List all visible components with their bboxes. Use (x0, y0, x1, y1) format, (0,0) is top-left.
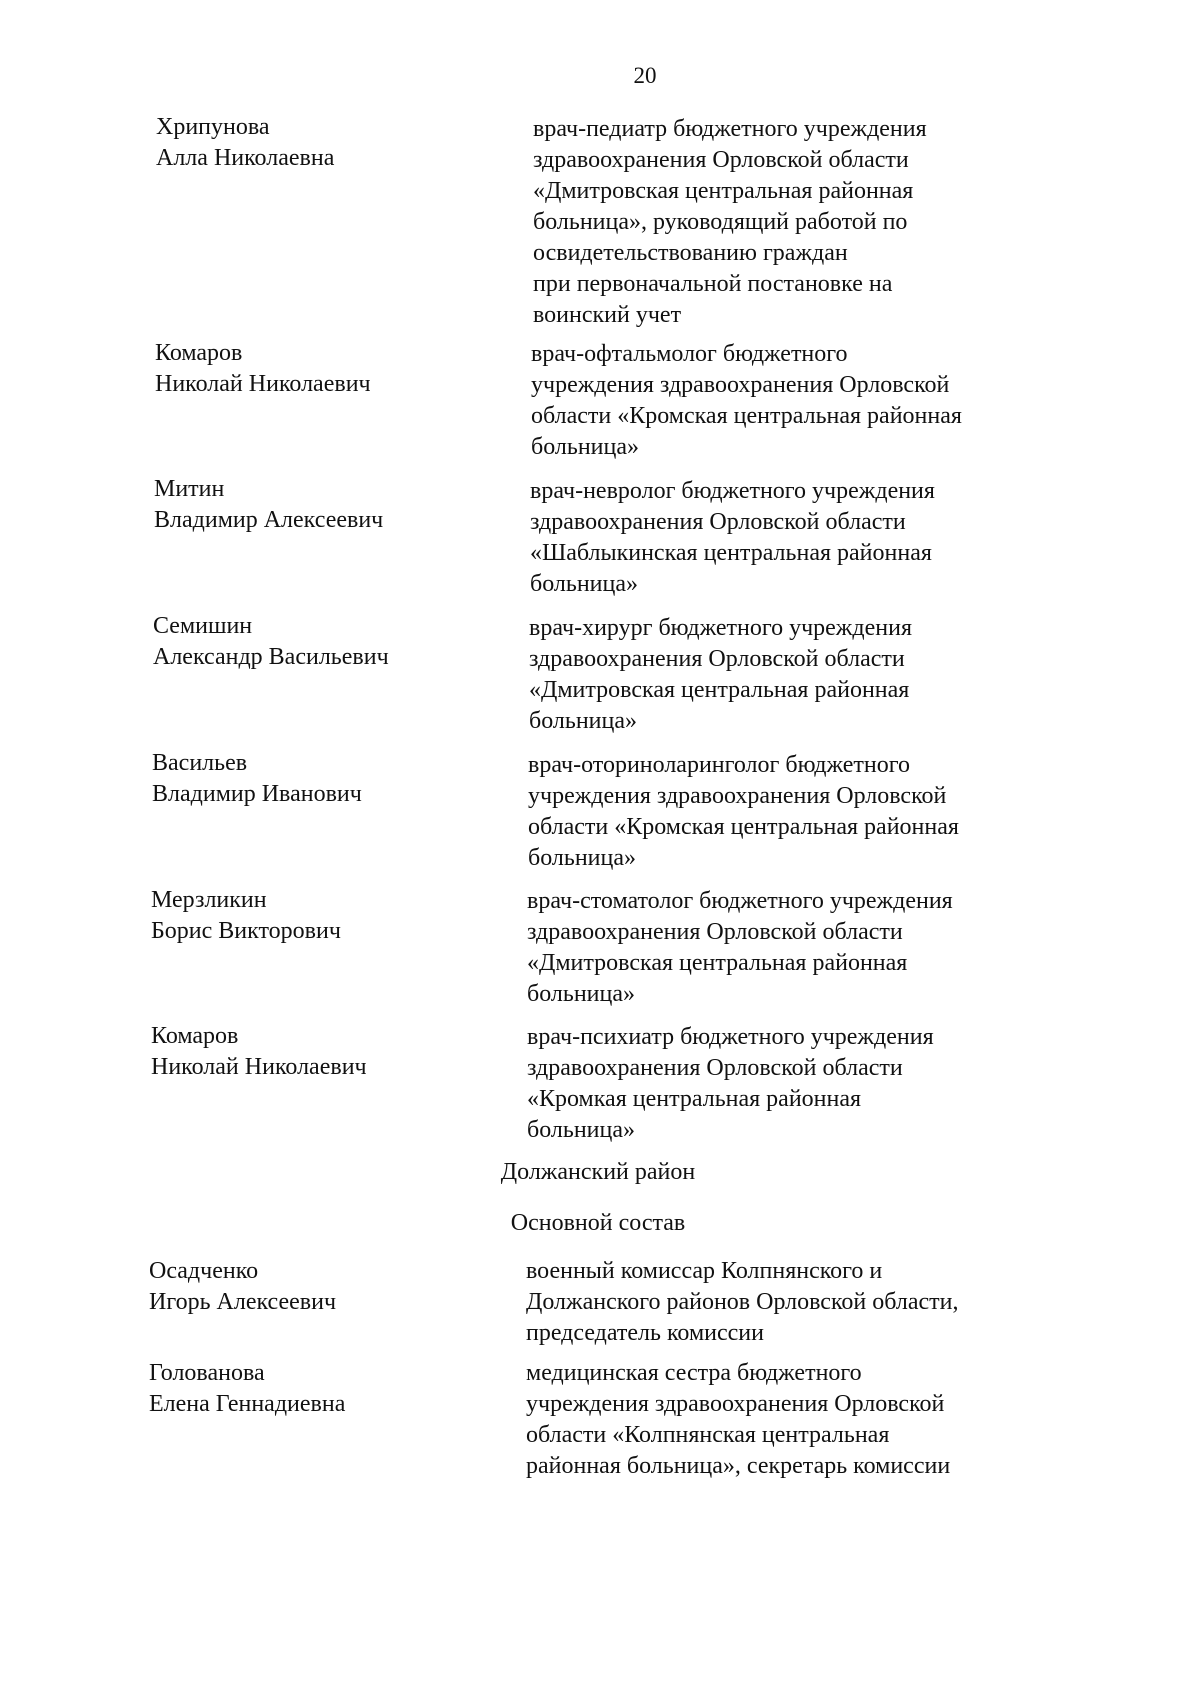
member-position: врач-психиатр бюджетного учреждения здравоохранения Орловской области «Кромкая центральная районная больница» (527, 1024, 934, 1143)
page-number: 20 (633, 63, 657, 88)
member-name: Голованова Елена Геннадиевна (149, 1360, 346, 1417)
member-position: врач-педиатр бюджетного учреждения здравоохранения Орловской области «Дмитровская центральная районная больница», руководящий работой по освидетельствованию граждан при первоначальной постановке на воинский учет (533, 116, 927, 328)
member-position: врач-невролог бюджетного учреждения здравоохранения Орловской области «Шаблыкинская центральная районная больница» (530, 478, 935, 597)
member-position: военный комиссар Колпнянского и Должанского районов Орловской области, председатель комиссии (526, 1258, 959, 1346)
member-name: Комаров Николай Николаевич (151, 1023, 367, 1080)
member-position: врач-оториноларинголог бюджетного учреждения здравоохранения Орловской области «Кромская центральная районная больница» (528, 752, 959, 871)
member-name: Осадченко Игорь Алексеевич (149, 1258, 337, 1315)
member-name: Семишин Александр Васильевич (153, 613, 389, 670)
member-name: Мерзликин Борис Викторович (151, 887, 341, 944)
member-name: Митин Владимир Алексеевич (154, 476, 384, 533)
member-name: Васильев Владимир Иванович (152, 750, 362, 807)
member-name: Комаров Николай Николаевич (155, 340, 371, 397)
composition-heading: Основной состав (510, 1210, 686, 1236)
district-heading: Должанский район (500, 1159, 696, 1185)
member-name: Хрипунова Алла Николаевна (156, 114, 335, 171)
member-position: врач-офтальмолог бюджетного учреждения здравоохранения Орловской области «Кромская центральная районная больница» (531, 341, 962, 460)
member-position: врач-стоматолог бюджетного учреждения здравоохранения Орловской области «Дмитровская центральная районная больница» (527, 888, 953, 1007)
member-position: врач-хирург бюджетного учреждения здравоохранения Орловской области «Дмитровская центральная районная больница» (529, 615, 912, 734)
member-position: медицинская сестра бюджетного учреждения здравоохранения Орловской области «Колпнянская центральная районная больница», секретарь комиссии (526, 1360, 951, 1479)
